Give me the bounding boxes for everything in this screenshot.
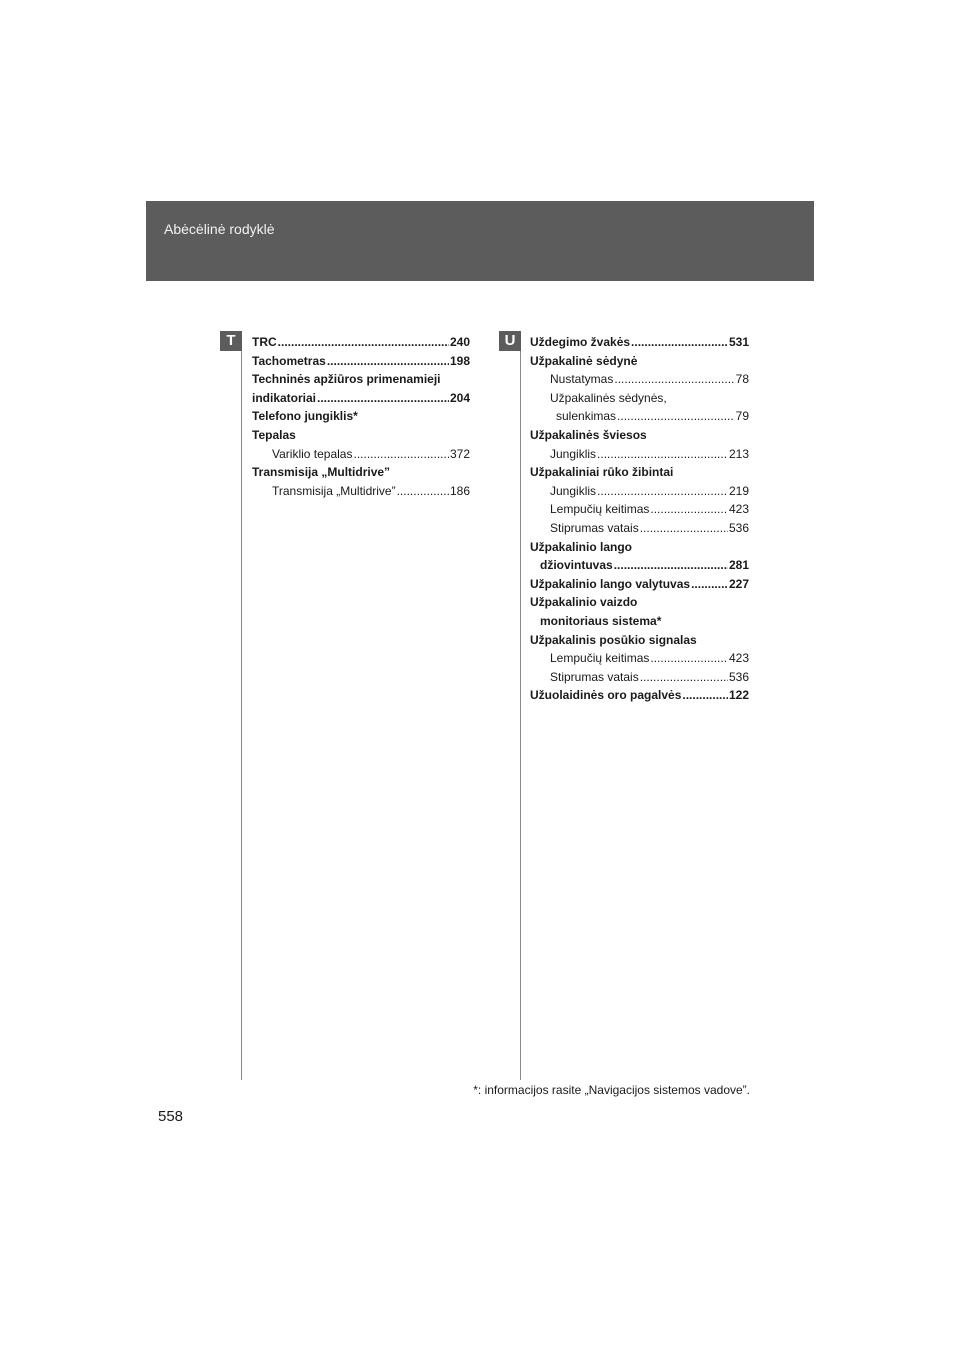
index-entry: Užpakalinis posūkio signalas (530, 632, 697, 647)
index-entry-text: Transmisija „Multidrive” (272, 483, 396, 498)
page-header (146, 201, 814, 281)
index-entry-page: 536 (728, 520, 749, 535)
index-entry-continued: monitoriaus sistema* (540, 613, 662, 628)
index-entry: Užpakaliniai rūko žibintai (530, 465, 674, 480)
index-entry: Transmisija „Multidrive” (252, 465, 391, 480)
index-subentry (530, 370, 749, 389)
column-divider-middle (520, 332, 521, 1080)
index-entry-page: 531 (728, 335, 749, 349)
header-title: Abėcėlinė rodyklė (164, 221, 275, 237)
index-entry-page: 423 (728, 502, 749, 517)
index-entry: Užpakalinio lango (530, 539, 633, 554)
index-entry: Užpakalinė sėdynė (530, 353, 638, 368)
index-entry-page: 198 (449, 353, 470, 368)
index-entry-text: Užuolaidinės oro pagalvės (530, 688, 682, 703)
index-entry: Užpakalinio vaizdo (530, 595, 638, 610)
column-divider-left (241, 332, 242, 1080)
index-subentry (530, 500, 749, 519)
index-entry-page: 227 (728, 576, 749, 591)
index-subentry (252, 445, 470, 464)
index-entry-text: Uždegimo žvakės (530, 335, 631, 349)
index-subentry (530, 668, 749, 687)
index-subentry-continued (530, 407, 749, 426)
index-entry-page: 240 (449, 335, 470, 349)
index-entry-page: 79 (735, 409, 749, 424)
index-entry-text: Užpakalinio lango valytuvas (530, 576, 691, 591)
index-entry-text: Nustatymas (550, 372, 614, 387)
index-entry (252, 333, 470, 352)
index-entry: Tepalas (252, 427, 296, 442)
index-entry-text: TRC (252, 335, 277, 349)
footnote: *: informacijos rasite „Navigacijos sistemos vadove”. (473, 1083, 750, 1097)
index-entry-page: 213 (728, 446, 749, 461)
index-entry-page: 204 (449, 390, 470, 405)
section-letter-u: U (499, 331, 521, 351)
index-entry-text: Stiprumas vatais (550, 669, 639, 684)
index-subentry (530, 649, 749, 668)
index-entry (530, 686, 749, 705)
index-entry-text: indikatoriai (252, 390, 317, 405)
index-entry-text: Tachometras (252, 353, 326, 368)
page-number: 558 (158, 1108, 184, 1125)
section-letter-t: T (220, 331, 242, 351)
index-entry: Techninės apžiūros primenamieji (252, 372, 441, 387)
index-entry-page: 219 (728, 483, 749, 498)
index-entry-page: 78 (735, 372, 749, 387)
index-entry-text: Stiprumas vatais (550, 520, 639, 535)
index-subentry: Užpakalinės sėdynės, (550, 390, 667, 405)
index-entry (530, 333, 749, 352)
index-subentry (252, 482, 470, 501)
index-entry-page: 186 (449, 483, 470, 498)
index-entry-page: 372 (449, 446, 470, 461)
index-entry (252, 389, 470, 408)
index-entry: Telefono jungiklis* (252, 409, 358, 424)
index-subentry (530, 519, 749, 538)
index-entry-page: 536 (728, 669, 749, 684)
index-entry-text: Lempučių keitimas (550, 502, 650, 517)
index-column-u (530, 333, 749, 705)
index-entry (530, 575, 749, 594)
index-entry-text: Variklio tepalas (272, 446, 353, 461)
index-entry-text: Lempučių keitimas (550, 651, 650, 666)
index-subentry (530, 482, 749, 501)
index-entry (252, 352, 470, 371)
index-entry-page: 122 (728, 688, 749, 703)
index-column-t (252, 333, 470, 500)
index-entry-text: džiovintuvas (540, 558, 613, 573)
index-entry-text: Jungiklis (550, 446, 597, 461)
index-entry-page: 423 (728, 651, 749, 666)
index-subentry (530, 445, 749, 464)
index-entry-text: Jungiklis (550, 483, 597, 498)
index-entry-text: sulenkimas (556, 409, 617, 424)
index-entry-continued (530, 556, 749, 575)
index-entry-page: 281 (728, 558, 749, 573)
index-entry: Užpakalinės šviesos (530, 427, 647, 442)
